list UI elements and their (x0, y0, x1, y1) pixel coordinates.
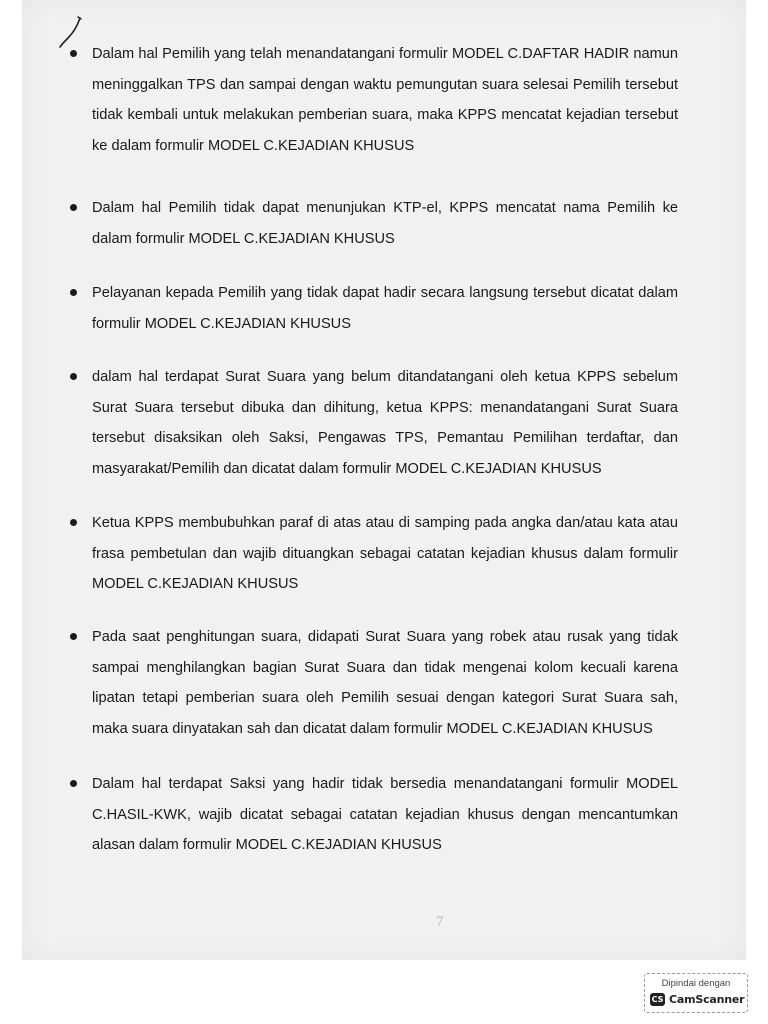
bullet-icon (70, 780, 77, 787)
list-item (92, 193, 678, 254)
watermark-caption: Dipindai dengan (661, 978, 731, 989)
list-item-text: Pelayanan kepada Pemilih yang tidak dapat hadir secara langsung tersebut dicatat dalam formulir MODEL C.KEJADIAN KHUSUS (92, 285, 678, 332)
list-item-text: Dalam hal Pemilih yang telah menandatangani formulir MODEL C.DAFTAR HADIR namun meninggalkan TPS dan sampai dengan waktu pemungutan suara selesai Pemilih tersebut tidak kembali untuk melakukan pemberian suara, maka KPPS mencatat kejadian tersebut ke dalam formulir MODEL C.KEJADIAN KHUSUS (92, 46, 678, 154)
pen-mark-icon (56, 14, 86, 54)
bullet-icon (70, 633, 77, 640)
list-item (92, 769, 678, 861)
bullet-icon (70, 519, 77, 526)
list-item-text: Ketua KPPS membubuhkan paraf di atas atau di samping pada angka dan/atau kata atau frasa pembetulan dan wajib dituangkan sebagai catatan kejadian khusus dalam formulir MODEL C.KEJADIAN KHUSUS (92, 515, 678, 592)
list-item-text: dalam hal terdapat Surat Suara yang belum ditandatangani oleh ketua KPPS sebelum Surat Suara tersebut dibuka dan dihitung, ketua KPPS: menandatangani Surat Suara tersebut disaksikan oleh Saksi, Pengawas TPS, Pemantau Pemilihan terdaftar, dan masyarakat/Pemilih dan dicatat dalam formulir MODEL C.KEJADIAN KHUSUS (92, 369, 678, 477)
watermark-brand-row (650, 993, 744, 1006)
watermark-brand: CamScanner (669, 993, 745, 1006)
camscanner-logo-icon: CS (651, 995, 664, 1004)
list-item (92, 39, 678, 161)
list-item-text: Dalam hal terdapat Saksi yang hadir tidak bersedia menandatangani formulir MODEL C.HASIL-KWK, wajib dicatat sebagai catatan kejadian khusus dengan mencantumkan alasan dalam formulir MODEL C.KEJADIAN KHUSUS (92, 776, 678, 853)
list-item-text: Pada saat penghitungan suara, didapati Surat Suara yang robek atau rusak yang tidak sampai menghilangkan bagian Surat Suara dan tidak mengenai kolom kecuali karena lipatan tetapi pemberian suara oleh Pemilih sesuai dengan kategori Surat Suara sah, maka suara dinyatakan sah dan dicatat dalam formulir MODEL C.KEJADIAN KHUSUS (92, 629, 678, 737)
page-number: 7 (436, 914, 444, 930)
list-item (92, 508, 678, 600)
list-item (92, 622, 678, 744)
bullet-icon (70, 204, 77, 211)
list-item-text: Dalam hal Pemilih tidak dapat menunjukan KTP-el, KPPS mencatat nama Pemilih ke dalam formulir MODEL C.KEJADIAN KHUSUS (92, 200, 678, 247)
list-item (92, 278, 678, 339)
camscanner-watermark (644, 973, 748, 1013)
bullet-icon (70, 289, 77, 296)
list-item (92, 362, 678, 484)
bullet-icon (70, 50, 77, 57)
bullet-icon (70, 373, 77, 380)
